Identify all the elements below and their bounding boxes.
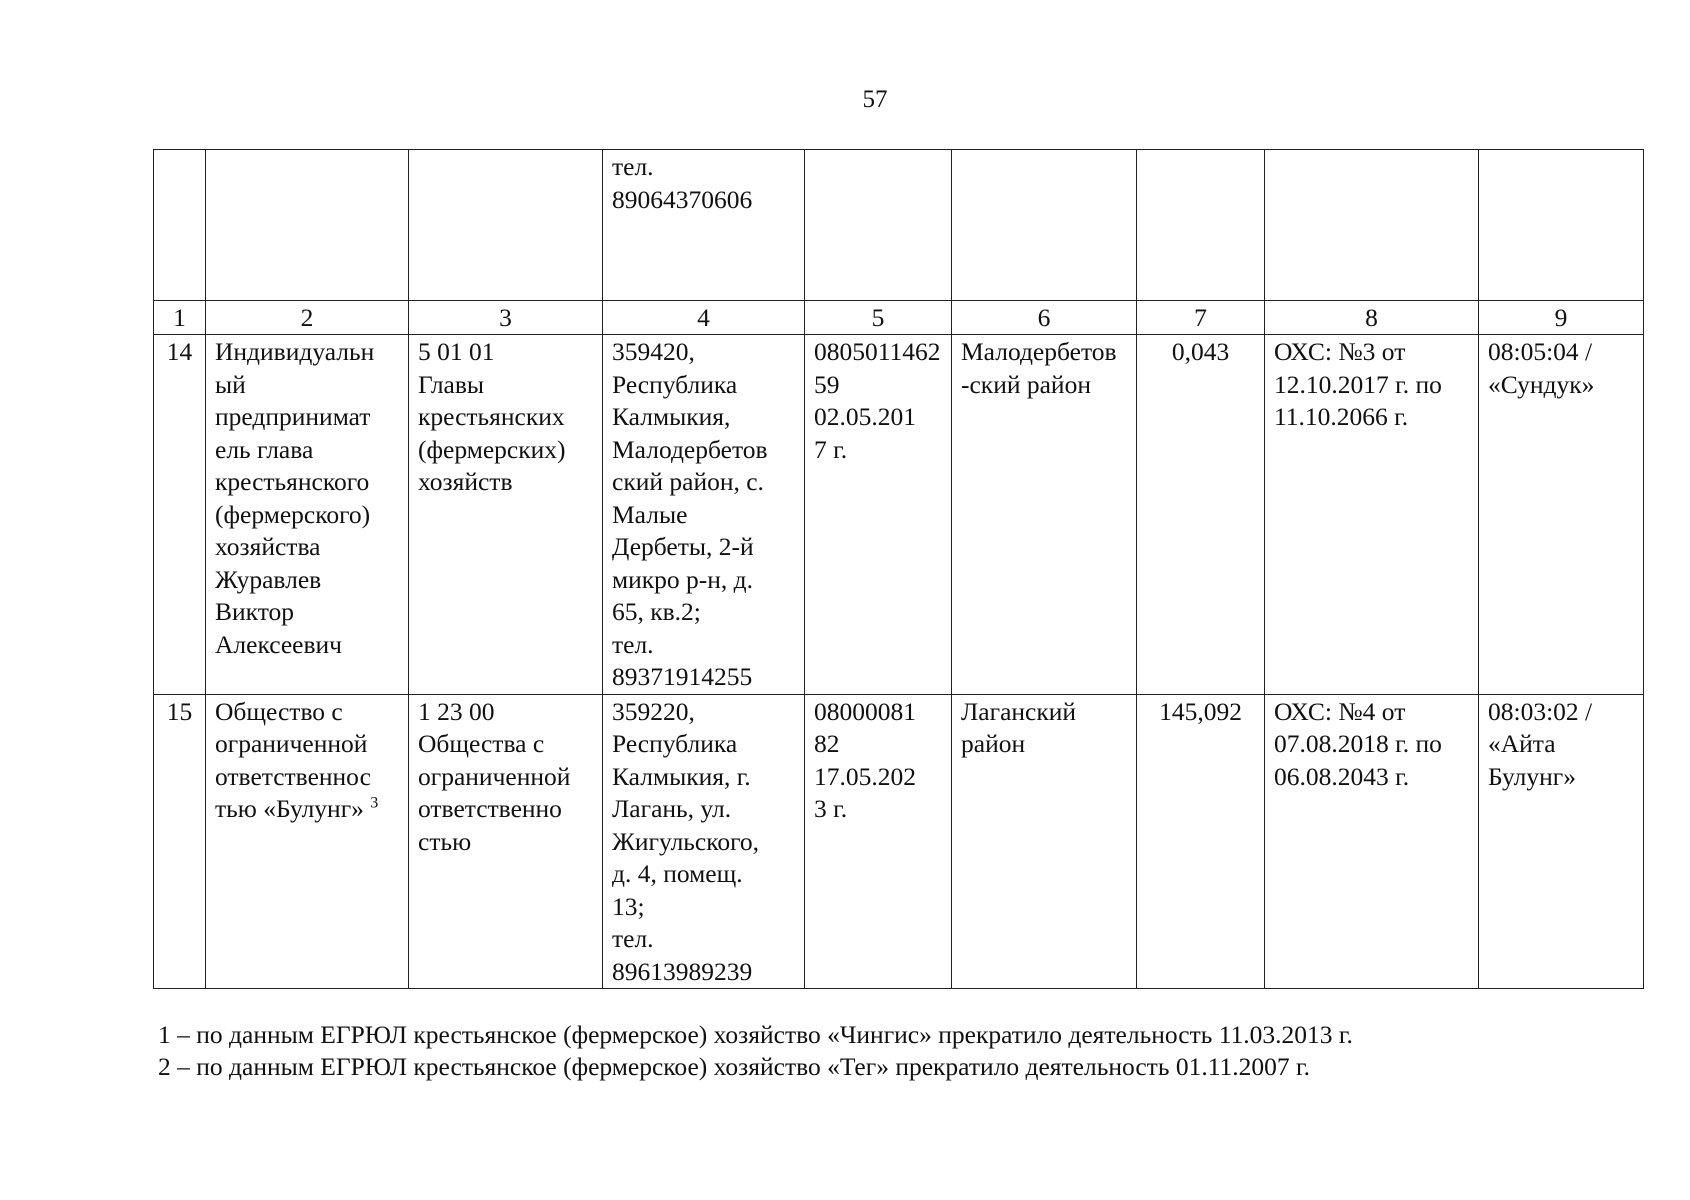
area-cell: 0,043 xyxy=(1137,335,1265,695)
cadastre-cell: 08:03:02 / «Айта Булунг» xyxy=(1479,694,1644,989)
agreement-cell: ОХС: №4 от 07.08.2018 г. по 06.08.2043 г. xyxy=(1265,694,1479,989)
agreement-cell: ОХС: №3 от 12.10.2017 г. по 11.10.2066 г. xyxy=(1265,335,1479,695)
okopf-cell: 1 23 00 Общества с ограниченной ответственно стью xyxy=(409,694,603,989)
address-cell: 359220, Республика Калмыкия, г. Лагань, ул. Жигульского, д. 4, помещ. 13; тел. 89613989239 xyxy=(603,694,805,989)
entity-name-cell xyxy=(206,694,409,989)
district-cell: Лаганский район xyxy=(952,694,1137,989)
row-number-cell: 15 xyxy=(154,694,206,989)
footnotes xyxy=(158,1019,1353,1083)
footnote: 2 – по данным ЕГРЮЛ крестьянское (фермерское) хозяйство «Тег» прекратило деятельность 01.11.2007 г. xyxy=(158,1052,1310,1081)
column-number: 7 xyxy=(1137,301,1265,335)
column-number: 6 xyxy=(952,301,1137,335)
row-number-cell: 14 xyxy=(154,335,206,695)
cadastre-cell: 08:05:04 / «Сундук» xyxy=(1479,335,1644,695)
entity-name-cell xyxy=(206,335,409,695)
footnote-ref: 3 xyxy=(370,794,379,812)
table-row xyxy=(154,335,1644,695)
address-cell: 359420, Республика Калмыкия, Малодербетов ский район, с. Малые Дербеты, 2-й микро р-н, д. 65, кв.2; тел. 89371914255 xyxy=(603,335,805,695)
continuation-phone-cell: тел. 89064370606 xyxy=(603,150,805,301)
column-number: 8 xyxy=(1265,301,1479,335)
column-number: 3 xyxy=(409,301,603,335)
column-number: 5 xyxy=(805,301,952,335)
okopf-cell: 5 01 01 Главы крестьянских (фермерских) хозяйств xyxy=(409,335,603,695)
column-number: 1 xyxy=(154,301,206,335)
table-row xyxy=(154,694,1644,989)
page-number: 57 xyxy=(862,86,888,113)
registration-cell: 08000081 82 17.05.202 3 г. xyxy=(805,694,952,989)
continuation-row xyxy=(154,150,1644,301)
entity-name: Индивидуальн ый предпринимат ель глава крестьянского (фермерского) хозяйства Журавлев Виктор Алексеевич xyxy=(215,337,375,659)
column-number: 4 xyxy=(603,301,805,335)
registration-cell: 0805011462 59 02.05.201 7 г. xyxy=(805,335,952,695)
column-number: 9 xyxy=(1479,301,1644,335)
area-cell: 145,092 xyxy=(1137,694,1265,989)
entity-name: Общество с ограниченной ответственнос тью «Булунг» xyxy=(215,696,371,823)
footnote: 1 – по данным ЕГРЮЛ крестьянское (фермерское) хозяйство «Чингис» прекратило деятельность 11.03.2013 г. xyxy=(158,1020,1353,1049)
column-numbers-row xyxy=(154,301,1644,335)
column-number: 2 xyxy=(206,301,409,335)
district-cell: Малодербетов -ский район xyxy=(952,335,1137,695)
registry-table xyxy=(153,149,1644,989)
